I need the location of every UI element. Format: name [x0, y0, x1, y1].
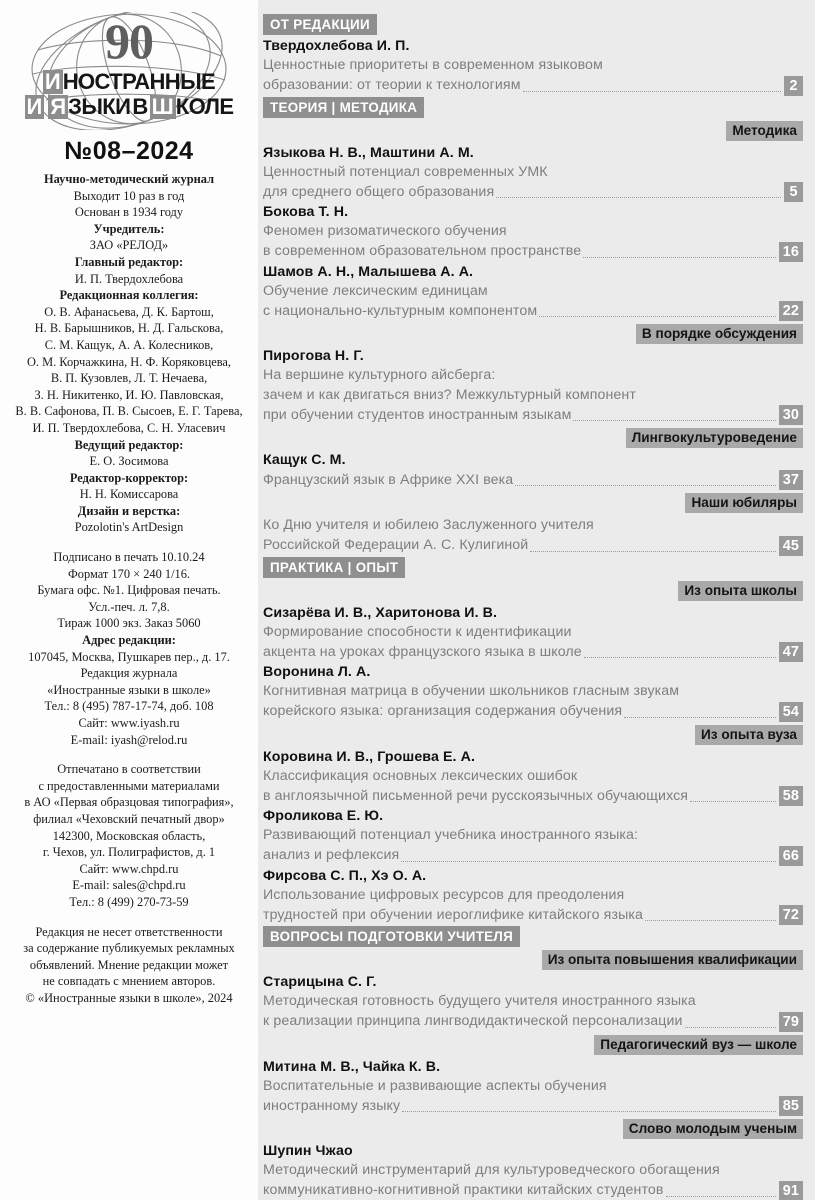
entry-title-line: [263, 767, 803, 787]
entry-title: [263, 516, 803, 556]
leader-dots: [574, 637, 802, 638]
entry-title-line: [263, 470, 803, 490]
subsection-header: Из опыта вуза: [695, 725, 803, 745]
masthead-text: с предоставленными материалами: [38, 778, 220, 793]
entry-title-text: анализ и рефлексия: [263, 847, 400, 863]
subsection-header-row: [263, 428, 803, 448]
entry-title-line: [263, 282, 803, 302]
subsection-header: Из опыта повышения квалификации: [542, 950, 803, 970]
masthead-text: В. В. Сафонова, П. В. Сысоев, Е. Г. Тарева,: [15, 404, 243, 419]
leader-dots: [490, 296, 801, 297]
leader-dots: [690, 801, 776, 802]
entry-title-text: Ко Дню учителя и юбилею Заслуженного учителя: [263, 517, 594, 533]
entry-title-text: Ценностные приоритеты в современном языковом: [263, 57, 603, 73]
svg-text:90: 90: [105, 13, 153, 69]
masthead-spacer: [8, 536, 250, 549]
entry-title-line: [263, 516, 803, 536]
leader-dots: [579, 781, 801, 782]
entry-title-line: [263, 905, 803, 925]
entry-title-text: акцента на уроках французского языка в школе: [263, 643, 582, 660]
masthead-text: Отпечатано в соответствии: [57, 762, 201, 777]
masthead-spacer: [8, 911, 250, 924]
toc-entry[interactable]: [263, 516, 803, 556]
issue-number: №08–2024: [64, 137, 194, 165]
masthead-text: Н. Н. Комиссарова: [79, 487, 179, 502]
entry-author: Языкова Н. В., Маштини А. М.: [263, 144, 474, 161]
page-number-badge[interactable]: 30: [779, 405, 803, 425]
subsection-header: В порядке обсуждения: [636, 324, 803, 344]
section-header-row: [263, 97, 803, 118]
logo-letter-sh: Ш: [151, 94, 174, 119]
masthead-text: Основан в 1934 году: [74, 205, 184, 220]
masthead-text: E-mail: sales@chpd.ru: [72, 878, 186, 893]
toc-entry[interactable]: [263, 263, 803, 322]
masthead-text: О. М. Корчажкина, Н. Ф. Коряковцева,: [26, 354, 232, 369]
page-number-badge[interactable]: 72: [779, 905, 803, 925]
entry-title-line: [263, 405, 803, 425]
masthead-text: О. В. Афанасьева, Д. К. Бартош,: [44, 304, 214, 319]
entry-title-line: [263, 1096, 803, 1116]
masthead-text: И. П. Твердохлебова: [74, 271, 184, 286]
entry-title-line: [263, 163, 803, 183]
masthead-heading: Ведущий редактор:: [74, 437, 184, 452]
masthead-text: В. П. Кузовлев, Л. Т. Нечаева,: [50, 371, 208, 386]
leader-dots: [515, 485, 776, 486]
logo-word-v: В: [132, 94, 148, 119]
toc-entry[interactable]: [263, 748, 803, 807]
toc-entry[interactable]: [263, 973, 803, 1032]
contents-list: [263, 14, 803, 1200]
leader-dots: [624, 717, 776, 718]
entry-title-line: [263, 536, 803, 556]
entry-author: Старицына С. Г.: [263, 974, 377, 990]
leader-dots: [666, 1196, 776, 1197]
leader-dots: [609, 1091, 801, 1092]
entry-author: Шупин Чжао: [263, 1143, 353, 1159]
toc-entry[interactable]: [263, 203, 803, 262]
subsection-header: Наши юбиляры: [685, 493, 803, 513]
masthead-heading: Редактор-корректор:: [69, 470, 189, 485]
section-header: ВОПРОСЫ ПОДГОТОВКИ УЧИТЕЛЯ: [263, 926, 520, 947]
entry-title-text: Обучение лексическим единицам: [263, 282, 488, 299]
masthead-text: © «Иностранные языки в школе», 2024: [25, 990, 233, 1005]
entry-title-text: в современном образовательном пространстве: [263, 243, 582, 259]
masthead-text: в АО «Первая образцовая типография»,: [24, 795, 234, 810]
entry-title-text: корейского языка: организация содержания обучения: [263, 703, 623, 719]
entry-title-line: [263, 886, 803, 906]
logo-letter-ya2: Я: [50, 94, 67, 119]
entry-title-line: [263, 386, 803, 406]
masthead-heading: Учредитель:: [93, 221, 165, 236]
entry-title-text: Формирование способности к идентификации: [263, 623, 572, 640]
entry-title-line: [263, 76, 803, 96]
entry-title-text: Французский язык в Африке XXI века: [263, 471, 514, 488]
entry-author: Коровина И. В., Грошева Е. А.: [263, 748, 476, 765]
masthead-text: E-mail: iyash@relod.ru: [70, 732, 188, 747]
entry-title: [263, 470, 803, 490]
leader-dots: [698, 1007, 801, 1008]
section-header: ОТ РЕДАКЦИИ: [263, 14, 377, 35]
entry-title: [263, 366, 803, 425]
entry-title-line: [263, 182, 803, 202]
entry-title-line: [263, 366, 803, 386]
entry-title-text: Методический инструментарий для культуроведческого обогащения: [263, 1162, 720, 1178]
entry-title: [263, 886, 803, 926]
entry-title-text: к реализации принципа лингводидактической персонализации: [263, 1013, 683, 1029]
leader-dots: [550, 177, 801, 178]
masthead-text: Редакция не несет ответственности: [35, 924, 223, 939]
page-number-badge[interactable]: 22: [779, 301, 803, 321]
page-number-badge[interactable]: 16: [779, 242, 803, 262]
masthead-text: Pozolotin's ArtDesign: [74, 520, 184, 535]
subsection-header: Методика: [726, 121, 803, 141]
entry-title-line: [263, 1012, 803, 1032]
entry-title-text: Феномен ризоматического обучения: [263, 223, 507, 239]
masthead-text: Формат 170 × 240 1/16.: [67, 566, 191, 581]
logo-word-kole: КОЛЕ: [175, 94, 234, 119]
page-number-badge[interactable]: 54: [779, 702, 803, 722]
entry-title: [263, 682, 803, 722]
subsection-header-row: [263, 1119, 803, 1139]
entry-title-text: с национально-культурным компонентом: [263, 302, 538, 319]
entry-title-line: [263, 1077, 803, 1097]
masthead-text: З. Н. Никитенко, И. Ю. Павловская,: [34, 387, 224, 402]
entry-title: [263, 56, 803, 96]
entry-title-text: Ценностный потенциал современных УМК: [263, 163, 548, 180]
entry-title-line: [263, 1181, 803, 1200]
masthead-heading: Адрес редакции:: [82, 633, 176, 648]
masthead-text: Е. О. Зосимова: [89, 454, 169, 469]
toc-entry[interactable]: [263, 867, 803, 926]
entry-title-line: [263, 642, 803, 662]
leader-dots: [530, 551, 775, 552]
page-number-badge[interactable]: 2: [784, 76, 803, 96]
entry-title: [263, 282, 803, 322]
entry-title-text: Российской Федерации А. С. Кулигиной: [263, 537, 529, 553]
leader-dots: [605, 71, 801, 72]
entry-author: Кащук С. М.: [263, 452, 346, 468]
logo-word-zyki: ЗЫКИ: [68, 94, 131, 119]
leader-dots: [496, 197, 781, 198]
toc-entry[interactable]: [263, 1142, 803, 1200]
subsection-header-row: [263, 725, 803, 745]
section-header-row: [263, 557, 803, 578]
entry-title-line: [263, 623, 803, 643]
subsection-header: Слово молодым ученым: [623, 1119, 803, 1139]
masthead-text: Выходит 10 раз в год: [73, 188, 185, 203]
entry-author: Сизарёва И. В., Харитонова И. В.: [263, 604, 498, 621]
masthead-text: Сайт: www.iyash.ru: [78, 716, 180, 730]
masthead-text: Н. В. Барышников, Н. Д. Гальскова,: [34, 321, 224, 336]
entry-title-text: Развивающий потенциал учебника иностранного языка:: [263, 827, 639, 843]
entry-title-text: Когнитивная матрица в обучении школьников гласным звукам: [263, 683, 680, 699]
masthead-text: 142300, Московская область,: [52, 828, 206, 843]
entry-title-text: трудностей при обучении иероглифике китайского языка: [263, 906, 643, 923]
masthead-heading: Редакционная коллегия:: [59, 288, 199, 303]
logo-letter-ya: И: [26, 94, 43, 119]
masthead-text: за содержание публикуемых рекламных: [23, 941, 235, 956]
subsection-header-row: [263, 1035, 803, 1055]
page-number-badge[interactable]: 66: [779, 846, 803, 866]
masthead-text: С. М. Кащук, А. А. Колесников,: [44, 337, 214, 352]
entry-title: [263, 163, 803, 203]
leader-dots: [640, 841, 801, 842]
masthead-heading: Дизайн и верстка:: [77, 503, 181, 518]
entry-title-line: [263, 1161, 803, 1181]
toc-entry[interactable]: [263, 347, 803, 425]
page-number-badge[interactable]: 58: [779, 786, 803, 806]
leader-dots: [509, 237, 801, 238]
masthead-text: объявлений. Мнение редакции может: [29, 957, 229, 972]
entry-title: [263, 1161, 803, 1200]
entry-title: [263, 1077, 803, 1117]
entry-author: Фроликова Е. Ю.: [263, 808, 384, 824]
subsection-header: Из опыта школы: [678, 581, 803, 601]
leader-dots: [583, 257, 776, 258]
entry-title-line: [263, 826, 803, 846]
page-number-badge[interactable]: 45: [779, 536, 803, 556]
entry-title-text: Воспитательные и развивающие аспекты обучения: [263, 1077, 607, 1094]
toc-entry[interactable]: [263, 604, 803, 663]
masthead-heading: Главный редактор:: [74, 254, 184, 269]
entry-title-text: образовании: от теории к технологиям: [263, 77, 521, 93]
entry-title-line: [263, 846, 803, 866]
logo-word-inostrannye: НОСТРАННЫЕ: [62, 69, 216, 94]
entry-author: Митина М. В., Чайка К. В.: [263, 1058, 441, 1075]
leader-dots: [584, 657, 776, 658]
subsection-header-row: [263, 581, 803, 601]
leader-dots: [573, 420, 775, 421]
page-number-badge[interactable]: 85: [779, 1096, 803, 1116]
masthead-text: Усл.-печ. л. 7,8.: [88, 599, 170, 614]
entry-title-line: [263, 301, 803, 321]
page-number-badge[interactable]: 91: [779, 1181, 803, 1200]
entry-author: Фирсова С. П., Хэ О. А.: [263, 867, 427, 884]
masthead-text: ЗАО «РЕЛОД»: [89, 238, 169, 253]
entry-title-line: [263, 682, 803, 702]
entry-title-text: коммуникативно-когнитивной практики китайских студентов: [263, 1182, 664, 1198]
masthead-heading: Научно-методический журнал: [43, 172, 215, 186]
leader-dots: [497, 381, 801, 382]
leader-dots: [401, 861, 775, 862]
entry-title: [263, 222, 803, 262]
masthead-text: не совпадать с мнением авторов.: [42, 974, 216, 989]
entry-title-text: Методическая готовность будущего учителя иностранного языка: [263, 993, 696, 1009]
entry-title-text: зачем и как двигаться вниз? Межкультурный компонент: [263, 386, 636, 403]
entry-author: Воронина Л. А.: [263, 664, 371, 680]
masthead-lines: [8, 171, 250, 1007]
page-number-badge[interactable]: 5: [784, 182, 803, 202]
masthead-text: Сайт: www.chpd.ru: [79, 861, 179, 876]
toc-entry[interactable]: [263, 663, 803, 722]
masthead-text: Бумага офс. №1. Цифровая печать.: [37, 583, 221, 598]
toc-entry[interactable]: [263, 451, 803, 490]
toc-entry[interactable]: [263, 37, 803, 96]
leader-dots: [626, 900, 801, 901]
entry-title-line: [263, 702, 803, 722]
entry-title: [263, 992, 803, 1032]
entry-title-line: [263, 56, 803, 76]
entry-title-text: в англоязычной письменной речи русскоязычных обучающихся: [263, 787, 689, 804]
journal-logo: [16, 12, 242, 130]
entry-title-line: [263, 222, 803, 242]
section-header-row: [263, 926, 803, 947]
masthead-text: «Иностранные языки в школе»: [47, 682, 211, 697]
section-header: ПРАКТИКА | ОПЫТ: [263, 557, 405, 578]
toc-entry[interactable]: [263, 1058, 803, 1117]
leader-dots: [722, 1176, 801, 1177]
subsection-header-row: [263, 950, 803, 970]
subsection-header: Лингвокультуроведение: [626, 428, 803, 448]
entry-title-text: Использование цифровых ресурсов для преодоления: [263, 886, 625, 903]
masthead-text: филиал «Чеховский печатный двор»: [33, 811, 225, 826]
entry-author: Пирогова Н. Г.: [263, 348, 364, 364]
masthead-text: г. Чехов, ул. Полиграфистов, д. 1: [42, 845, 216, 860]
entry-title-text: при обучении студентов иностранным языкам: [263, 406, 572, 423]
contents-column: [258, 0, 815, 1200]
entry-title-line: [263, 992, 803, 1012]
entry-title: [263, 767, 803, 807]
masthead-spacer: [8, 748, 250, 761]
subsection-header-row: [263, 121, 803, 141]
leader-dots: [645, 920, 776, 921]
leader-dots: [539, 316, 776, 317]
leader-dots: [596, 531, 801, 532]
section-header: ТЕОРИЯ | МЕТОДИКА: [263, 97, 424, 118]
entry-title: [263, 826, 803, 866]
entry-title-text: Классификация основных лексических ошибок: [263, 767, 578, 784]
leader-dots: [402, 1111, 776, 1112]
leader-dots: [681, 697, 801, 698]
entry-title-line: [263, 786, 803, 806]
leader-dots: [523, 91, 781, 92]
page-number-badge[interactable]: 47: [779, 642, 803, 662]
entry-title-line: [263, 242, 803, 262]
entry-author: Твердохлебова И. П.: [263, 38, 410, 54]
subsection-header-row: [263, 324, 803, 344]
masthead-text: И. П. Твердохлебова, С. Н. Уласевич: [32, 420, 226, 435]
subsection-header-row: [263, 493, 803, 513]
masthead-text: Тел.: 8 (495) 787-17-74, доб. 108: [44, 699, 214, 714]
masthead-text: Подписано в печать 10.10.24: [53, 550, 205, 565]
entry-title-text: На вершине культурного айсберга:: [263, 367, 496, 383]
entry-author: Шамов А. Н., Малышева А. А.: [263, 263, 474, 280]
toc-entry[interactable]: [263, 807, 803, 866]
page-number-badge[interactable]: 79: [779, 1012, 803, 1032]
logo-letter-i: И: [44, 69, 61, 94]
masthead-column: [0, 0, 258, 1200]
section-header-row: [263, 14, 803, 35]
masthead-text: Тел.: 8 (499) 270-73-59: [69, 894, 189, 909]
entry-title-text: иностранному языку: [263, 1097, 401, 1114]
entry-title-text: для среднего общего образования: [263, 183, 495, 200]
leader-dots: [638, 400, 801, 401]
leader-dots: [685, 1027, 776, 1028]
masthead-text: Тираж 1000 экз. Заказ 5060: [57, 616, 201, 631]
masthead-text: 107045, Москва, Пушкарев пер., д. 17.: [28, 649, 230, 664]
entry-author: Бокова Т. Н.: [263, 204, 349, 220]
entry-title: [263, 623, 803, 663]
masthead-text: Редакция журнала: [80, 666, 178, 681]
toc-entry[interactable]: [263, 144, 803, 203]
page-number-badge[interactable]: 37: [779, 470, 803, 490]
subsection-header: Педагогический вуз — школе: [594, 1035, 803, 1055]
